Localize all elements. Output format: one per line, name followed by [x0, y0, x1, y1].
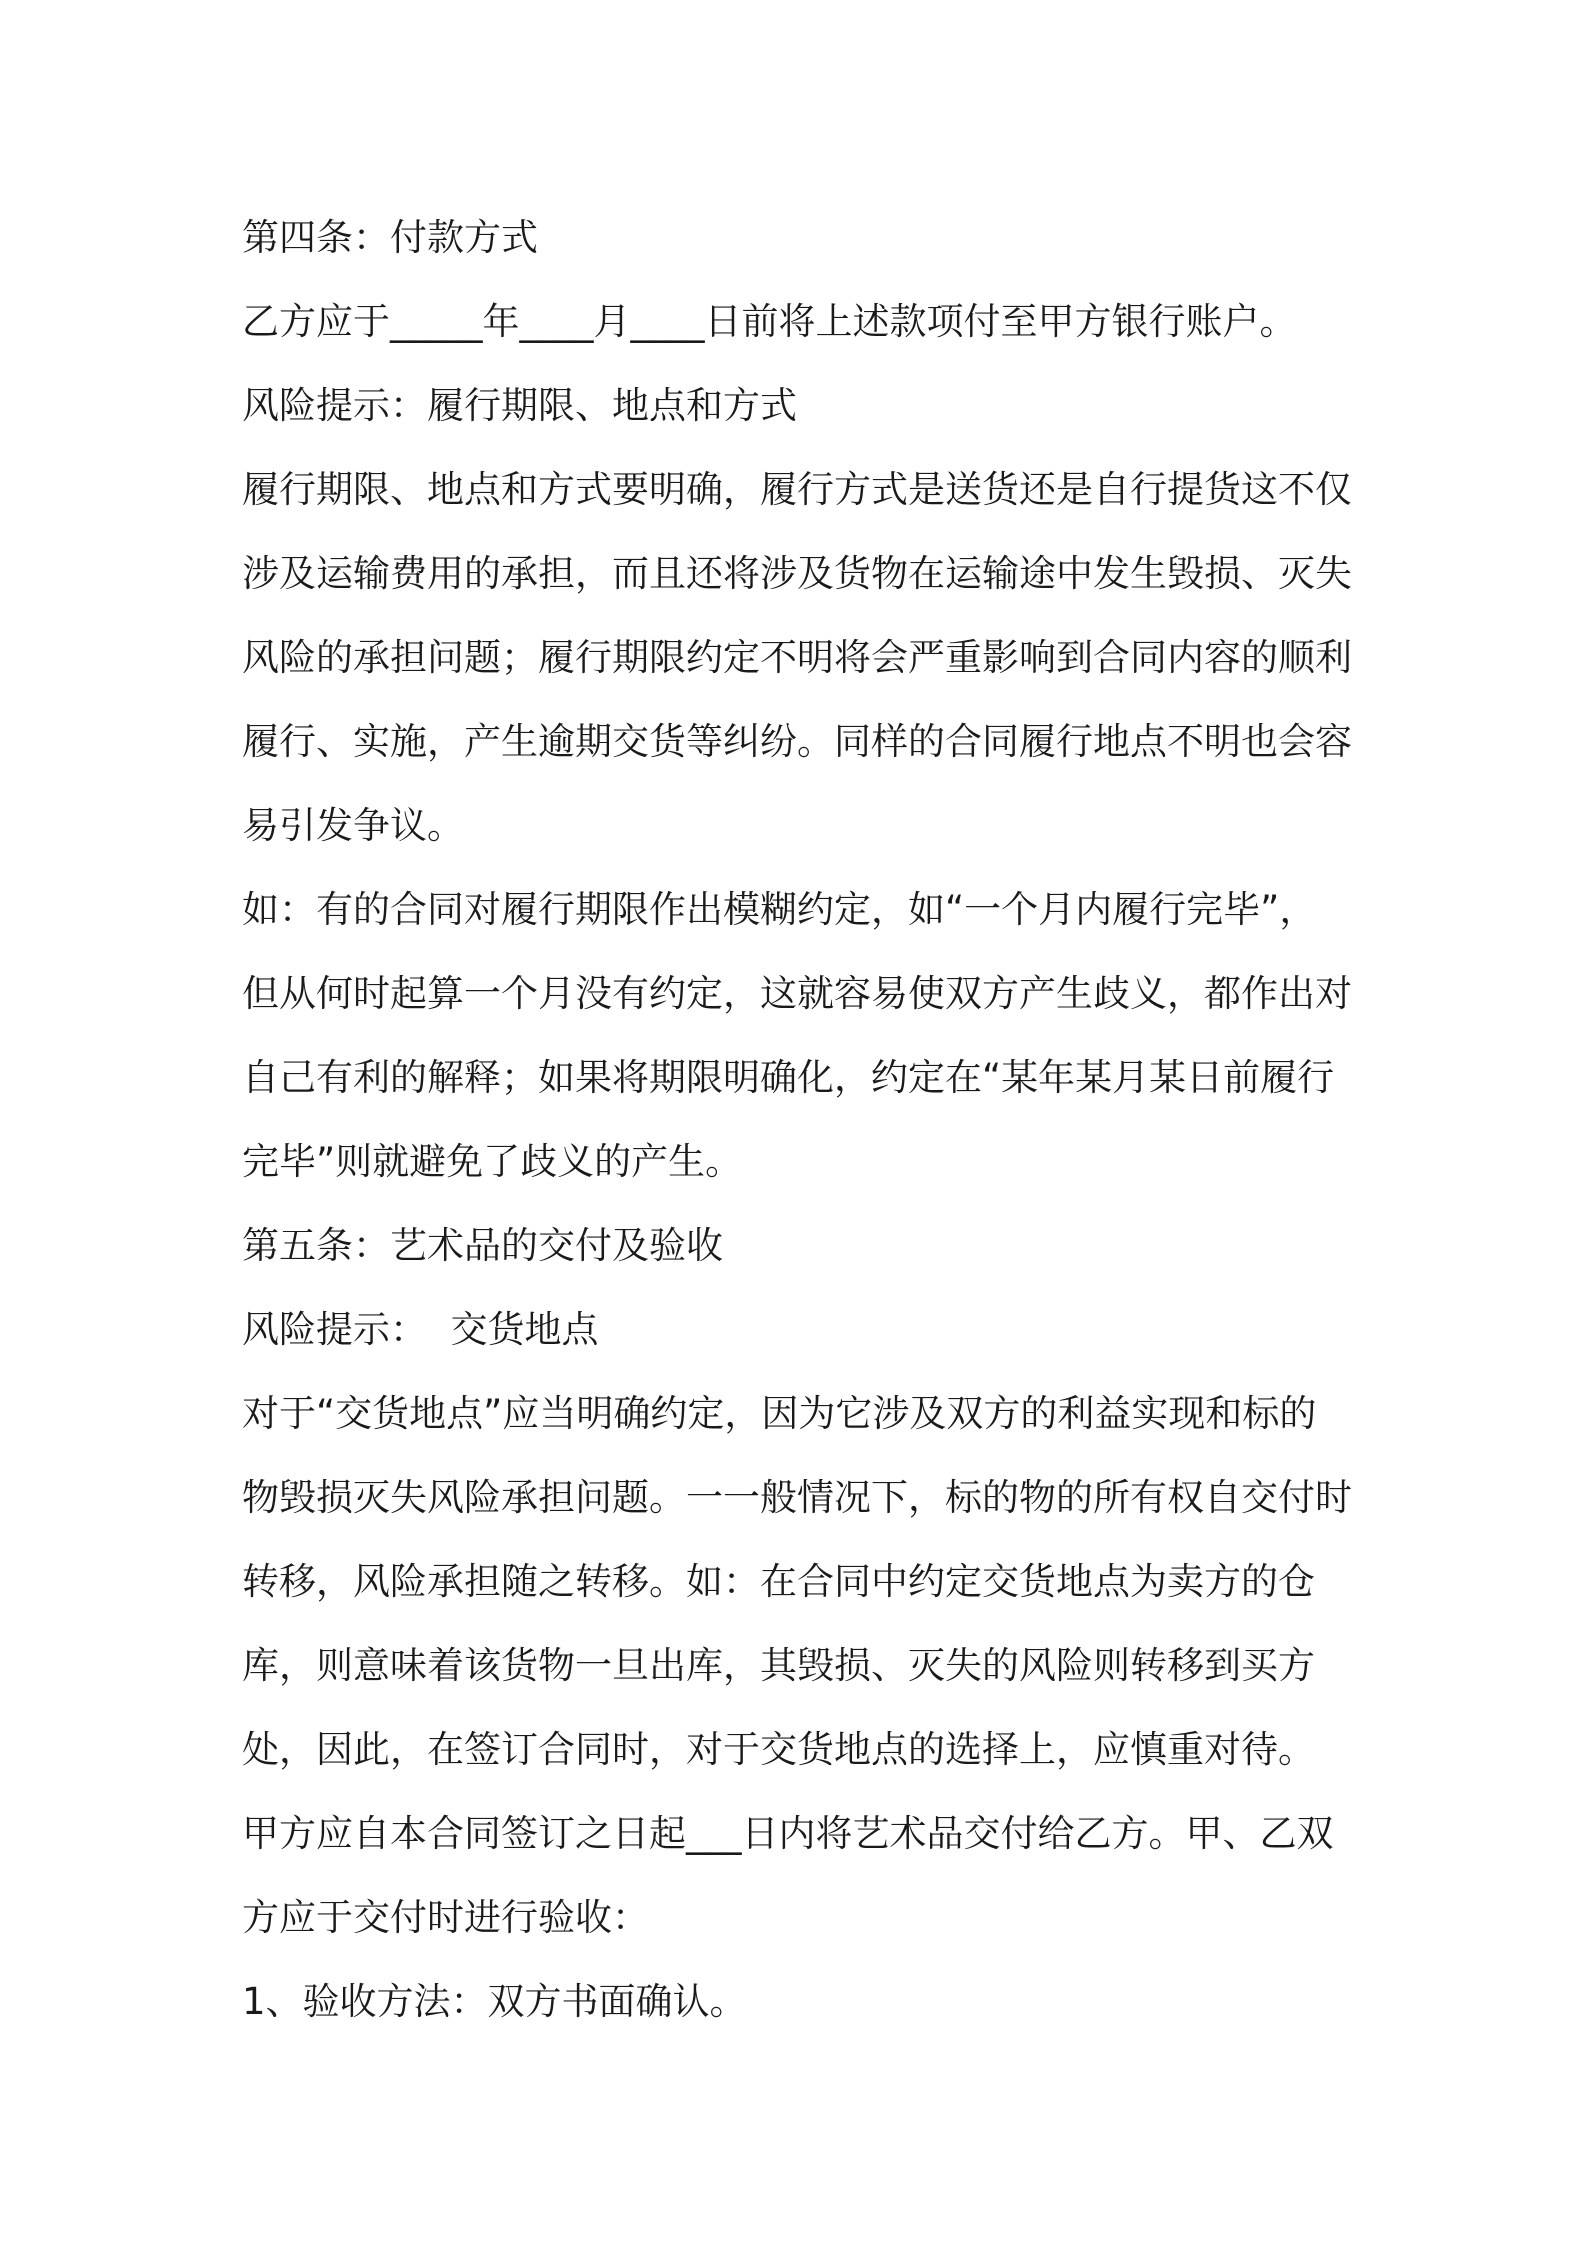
article-5-heading: 第五条：艺术品的交付及验收 [242, 1224, 723, 1267]
risk-tip-heading-performance: 风险提示：履行期限、地点和方式 [242, 384, 797, 427]
acceptance-method-item: 1、验收方法：双方书面确认。 [242, 1980, 747, 2023]
risk-tip-heading-delivery: 风险提示： 交货地点 [242, 1308, 599, 1351]
document-body [242, 196, 1352, 2044]
article-4-heading: 第四条：付款方式 [242, 216, 538, 259]
delivery-clause: 甲方应自本合同签订之日起___日内将艺术品交付给乙方。甲、乙双方应于交付时进行验收： [242, 1812, 1334, 1939]
risk-tip-delivery-text: 对于“交货地点”应当明确约定，因为它涉及双方的利益实现和标的物毁损灭失风险承担问题。一一般情况下，标的物的所有权自交付时转移，风险承担随之转移。如：在合同中约定交货地点为卖方的仓库，则意味着该货物一旦出库，其毁损、灭失的风险则转移到买方处，因此，在签订合同时，对于交货地点的选择上，应慎重对待。 [242, 1392, 1352, 1771]
risk-tip-performance-example: 如：有的合同对履行期限作出模糊约定，如“一个月内履行完毕”，但从何时起算一个月没有约定，这就容易使双方产生歧义，都作出对自己有利的解释；如果将期限明确化，约定在“某年某月某日前履行完毕”则就避免了歧义的产生。 [242, 888, 1352, 1183]
payment-deadline-clause: 乙方应于_____年____月____日前将上述款项付至甲方银行账户。 [242, 300, 1297, 343]
risk-tip-performance-text: 履行期限、地点和方式要明确，履行方式是送货还是自行提货这不仅涉及运输费用的承担，而且还将涉及货物在运输途中发生毁损、灭失风险的承担问题；履行期限约定不明将会严重影响到合同内容的顺利履行、实施，产生逾期交货等纠纷。同样的合同履行地点不明也会容易引发争议。 [242, 468, 1352, 847]
